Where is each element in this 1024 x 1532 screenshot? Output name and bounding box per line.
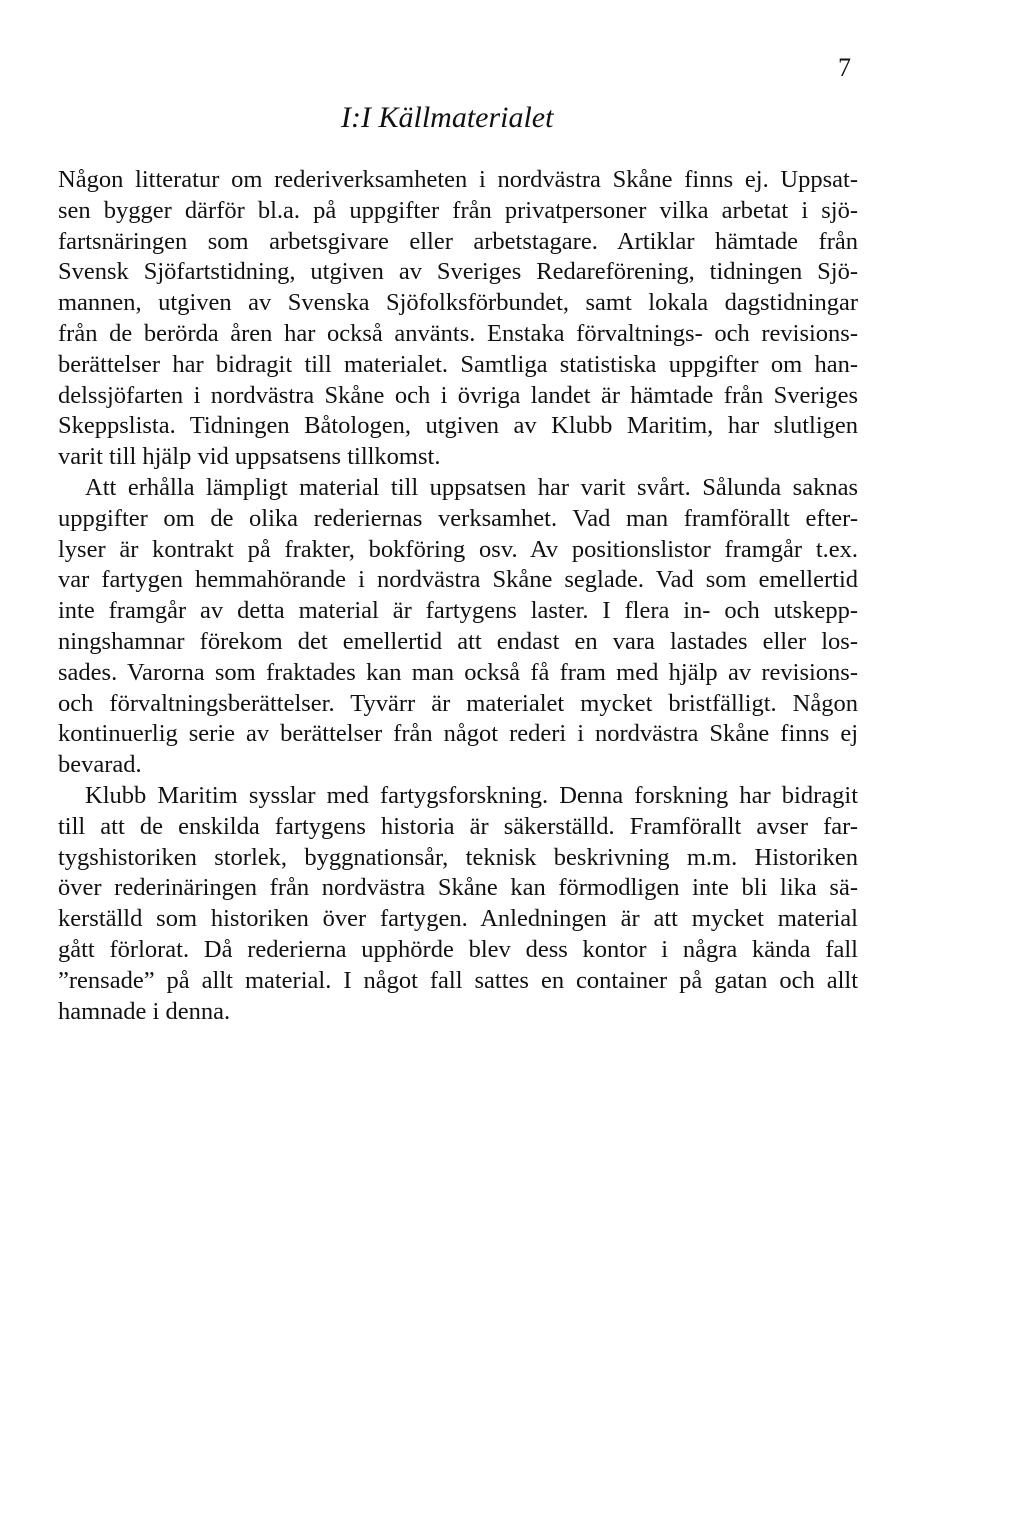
text-line: hamnade i denna.	[58, 997, 231, 1025]
text-line: tygshistoriken storlek, byggnationsår, teknisk beskrivning m.m. Historiken	[58, 843, 858, 871]
text-line: från de berörda åren har också använts. Enstaka förvaltnings- och revisions-	[58, 319, 858, 347]
paragraph-2	[58, 473, 858, 781]
text-line: lyser är kontrakt på frakter, bokföring osv. Av positionslistor framgår t.ex.	[58, 535, 858, 563]
text-line: Svensk Sjöfartstidning, utgiven av Sveriges Redareförening, tidningen Sjö-	[58, 258, 858, 286]
text-line: ningshamnar förekom det emellertid att endast en vara lastades eller los-	[58, 627, 858, 655]
text-line: bevarad.	[58, 751, 142, 779]
text-line: fartsnäringen som arbetsgivare eller arbetstagare. Artiklar hämtade från	[58, 227, 858, 255]
text-line: till att de enskilda fartygens historia är säkerställd. Framförallt avser far-	[58, 812, 858, 840]
paragraph-1	[58, 165, 858, 473]
text-line: var fartygen hemmahörande i nordvästra Skåne seglade. Vad som emellertid	[58, 566, 858, 594]
text-line: ”rensade” på allt material. I något fall sattes en container på gatan och allt	[58, 966, 858, 994]
text-line: Någon litteratur om rederiverksamheten i nordvästra Skåne finns ej. Uppsat-	[58, 166, 858, 193]
text-line: delssjöfarten i nordvästra Skåne och i övriga landet är hämtade från Sveriges	[58, 381, 858, 409]
page-number: 7	[838, 53, 851, 82]
text-line: sen bygger därför bl.a. på uppgifter från privatpersoner vilka arbetat i sjö-	[58, 196, 858, 224]
text-line: Skeppslista. Tidningen Båtologen, utgiven av Klubb Maritim, har slutligen	[58, 412, 858, 440]
text-line: Klubb Maritim sysslar med fartygsforskning. Denna forskning har bidragit	[85, 781, 858, 809]
text-line: och förvaltningsberättelser. Tyvärr är materialet mycket bristfälligt. Någon	[58, 689, 858, 717]
text-line: uppgifter om de olika rederiernas verksamhet. Vad man framförallt efter-	[58, 504, 858, 532]
body-text	[58, 165, 858, 1027]
text-line: gått förlorat. Då rederierna upphörde blev dess kontor i några kända fall	[58, 935, 858, 963]
text-line: Att erhålla lämpligt material till uppsatsen har varit svårt. Sålunda saknas	[85, 473, 858, 501]
text-line: över rederinäringen från nordvästra Skåne kan förmodligen inte bli lika sä-	[58, 874, 858, 902]
text-line: varit till hjälp vid uppsatsens tillkomst.	[58, 443, 441, 471]
text-line: berättelser har bidragit till materialet. Samtliga statistiska uppgifter om han-	[58, 350, 858, 378]
text-line: mannen, utgiven av Svenska Sjöfolksförbundet, samt lokala dagstidningar	[58, 289, 858, 317]
text-line: inte framgår av detta material är fartygens laster. I flera in- och utskepp-	[58, 597, 858, 625]
text-line: sades. Varorna som fraktades kan man också få fram med hjälp av revisions-	[58, 658, 858, 686]
paragraph-3	[58, 781, 858, 1027]
chapter-heading: I:I Källmaterialet	[341, 101, 554, 134]
text-line: kontinuerlig serie av berättelser från något rederi i nordvästra Skåne finns ej	[58, 720, 858, 748]
text-line: kerställd som historiken över fartygen. Anledningen är att mycket material	[58, 905, 858, 933]
